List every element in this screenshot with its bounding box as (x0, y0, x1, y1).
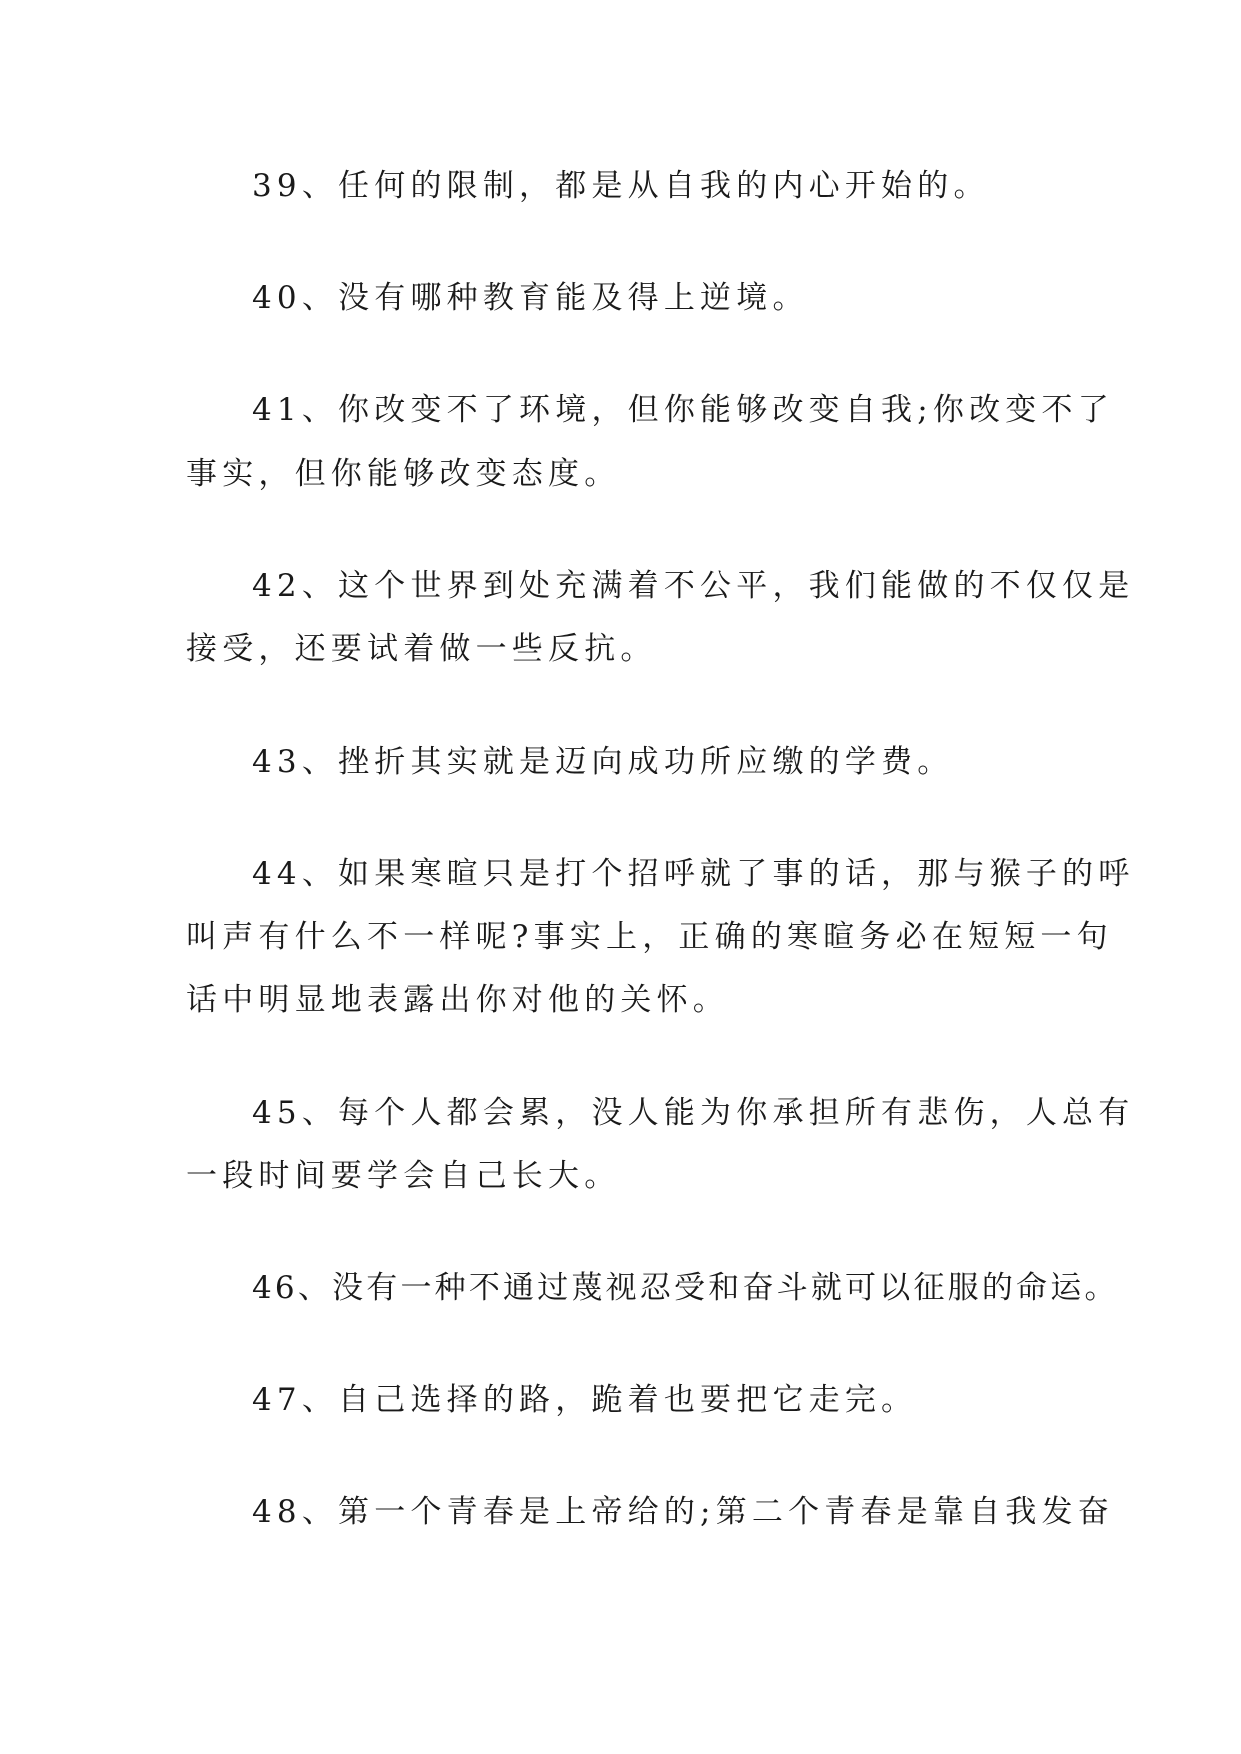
paragraph-line: 话中明显地表露出你对他的关怀。 (186, 982, 729, 1018)
paragraph-line: 叫声有什么不一样呢?事实上，正确的寒暄务必在短短一句 (186, 919, 1113, 955)
paragraph-line: 43、挫折其实就是迈向成功所应缴的学费。 (252, 744, 954, 780)
paragraph-line: 48、第一个青春是上帝给的;第二个青春是靠自我发奋 (252, 1494, 1114, 1530)
paragraph-line: 一段时间要学会自己长大。 (186, 1158, 621, 1194)
paragraph-line: 40、没有哪种教育能及得上逆境。 (252, 280, 809, 316)
paragraph-line: 41、你改变不了环境，但你能够改变自我;你改变不了 (252, 392, 1114, 428)
paragraph-line: 45、每个人都会累，没人能为你承担所有悲伤，人总有 (252, 1095, 1135, 1131)
paragraph-line: 42、这个世界到处充满着不公平，我们能做的不仅仅是 (252, 568, 1135, 604)
paragraph-line: 事实，但你能够改变态度。 (186, 456, 621, 492)
paragraph-line: 46、没有一种不通过蔑视忍受和奋斗就可以征服的命运。 (252, 1270, 1119, 1306)
paragraph-line: 47、自己选择的路，跪着也要把它走完。 (252, 1382, 918, 1418)
paragraph-line: 44、如果寒暄只是打个招呼就了事的话，那与猴子的呼 (252, 856, 1135, 892)
paragraph-line: 39、任何的限制，都是从自我的内心开始的。 (252, 168, 990, 204)
paragraph-line: 接受，还要试着做一些反抗。 (186, 631, 657, 667)
